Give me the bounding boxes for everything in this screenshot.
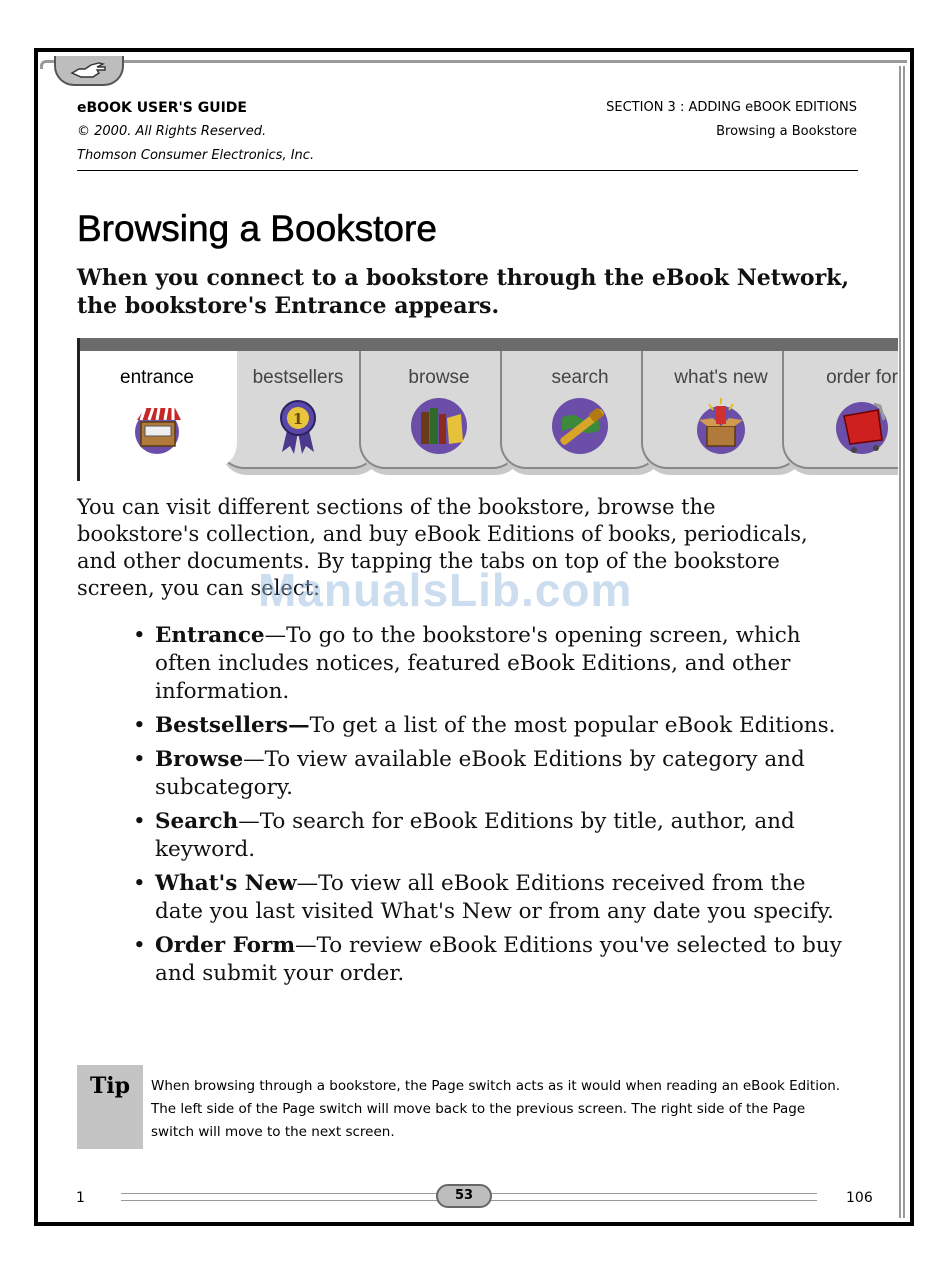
tab-entrance[interactable] bbox=[77, 351, 237, 469]
list-term: Order Form bbox=[155, 933, 296, 958]
tab-search[interactable] bbox=[500, 351, 660, 469]
list-term: Browse bbox=[155, 747, 244, 772]
list-term: Bestsellers— bbox=[155, 713, 310, 738]
list-term: Entrance bbox=[155, 623, 265, 648]
list-text: —To view all eBook Editions received from the date you last visited What's New or from any date you specify. bbox=[155, 871, 834, 924]
tab-label: browse bbox=[408, 367, 470, 388]
list-term: Search bbox=[155, 809, 239, 834]
company: Thomson Consumer Electronics, Inc. bbox=[77, 148, 315, 163]
hand-tab[interactable] bbox=[54, 56, 124, 86]
subsection-title: Browsing a Bookstore bbox=[716, 124, 857, 139]
tab-bar-top bbox=[77, 338, 898, 352]
list-term: What's New bbox=[155, 871, 297, 896]
intro-paragraph: When you connect to a bookstore through the eBook Network, the bookstore's Entrance appears. bbox=[77, 265, 850, 319]
tab-label: search bbox=[551, 367, 609, 388]
guide-title: eBOOK USER'S GUIDE bbox=[77, 100, 247, 116]
body-paragraph: You can visit different sections of the bookstore, browse the bookstore's collection, and buy eBook Editions of books, periodicals, and other documents. By tapping the tabs on top of the bookstore screen, you can select: bbox=[77, 495, 808, 600]
list-item: • What's New—To view all eBook Editions received from the date you last visited What's New or from any date you specify. bbox=[133, 871, 834, 924]
gift-box-icon bbox=[691, 396, 751, 456]
telescope-icon bbox=[550, 396, 610, 456]
bookstore-tab-bar bbox=[77, 338, 898, 481]
list-text: —To view available eBook Editions by category and subcategory. bbox=[155, 747, 805, 800]
watermark: ManualsLib.com bbox=[258, 564, 633, 616]
list-text: —To review eBook Editions you've selected to buy and submit your order. bbox=[155, 933, 842, 986]
tab-label: what's new bbox=[674, 367, 768, 388]
list-item: • Entrance—To go to the bookstore's opening screen, which often includes notices, featured eBook Editions, and other information. bbox=[133, 623, 801, 704]
tab-browse[interactable] bbox=[359, 351, 519, 469]
tab-whats-new[interactable] bbox=[641, 351, 801, 469]
list-text: —To go to the bookstore's opening screen, which often includes notices, featured eBook Editions, and other information. bbox=[155, 623, 801, 704]
last-page-number: 106 bbox=[846, 1190, 873, 1206]
list-item: • Browse—To view available eBook Editions by category and subcategory. bbox=[133, 747, 805, 800]
section-list bbox=[133, 622, 855, 994]
running-header-left bbox=[77, 96, 314, 168]
page-slider-thumb[interactable]: 53 bbox=[436, 1184, 492, 1208]
tab-label: entrance bbox=[120, 367, 194, 388]
running-header-right bbox=[606, 96, 857, 144]
list-text: To get a list of the most popular eBook Editions. bbox=[309, 713, 836, 738]
first-page-number: 1 bbox=[76, 1190, 85, 1206]
tip-label: Tip bbox=[89, 1073, 131, 1099]
tab-bestsellers[interactable] bbox=[218, 351, 378, 469]
tab-order-form[interactable] bbox=[782, 351, 898, 469]
list-item: • Bestsellers—To get a list of the most popular eBook Editions. bbox=[133, 713, 836, 738]
tab-bar-left-edge bbox=[77, 338, 80, 481]
page-title: Browsing a Bookstore bbox=[77, 208, 437, 249]
books-icon bbox=[409, 396, 469, 456]
header-divider bbox=[77, 170, 858, 171]
ribbon-icon bbox=[268, 396, 328, 456]
list-item: • Search—To search for eBook Editions by title, author, and keyword. bbox=[133, 809, 795, 862]
tab-label: order for bbox=[826, 367, 898, 388]
svg-text:1: 1 bbox=[292, 410, 304, 428]
copyright: © 2000. All Rights Reserved. bbox=[77, 124, 267, 139]
cart-icon bbox=[832, 396, 892, 456]
pointing-hand-icon bbox=[69, 59, 109, 81]
tip-text: When browsing through a bookstore, the Page switch acts as it would when reading an eBook Edition. The left side of the Page switch will move back to the previous screen. The right side of the Page switch will move to the next screen. bbox=[151, 1078, 841, 1140]
store-icon bbox=[127, 396, 187, 456]
page-edge bbox=[898, 66, 906, 1218]
page-inner-border bbox=[40, 60, 907, 69]
list-item: • Order Form—To review eBook Editions you've selected to buy and submit your order. bbox=[133, 933, 842, 986]
list-text: —To search for eBook Editions by title, author, and keyword. bbox=[155, 809, 795, 862]
tab-label: bestsellers bbox=[252, 367, 344, 388]
section-title: SECTION 3 : ADDING eBOOK EDITIONS bbox=[606, 100, 857, 115]
tip-badge bbox=[77, 1065, 143, 1149]
